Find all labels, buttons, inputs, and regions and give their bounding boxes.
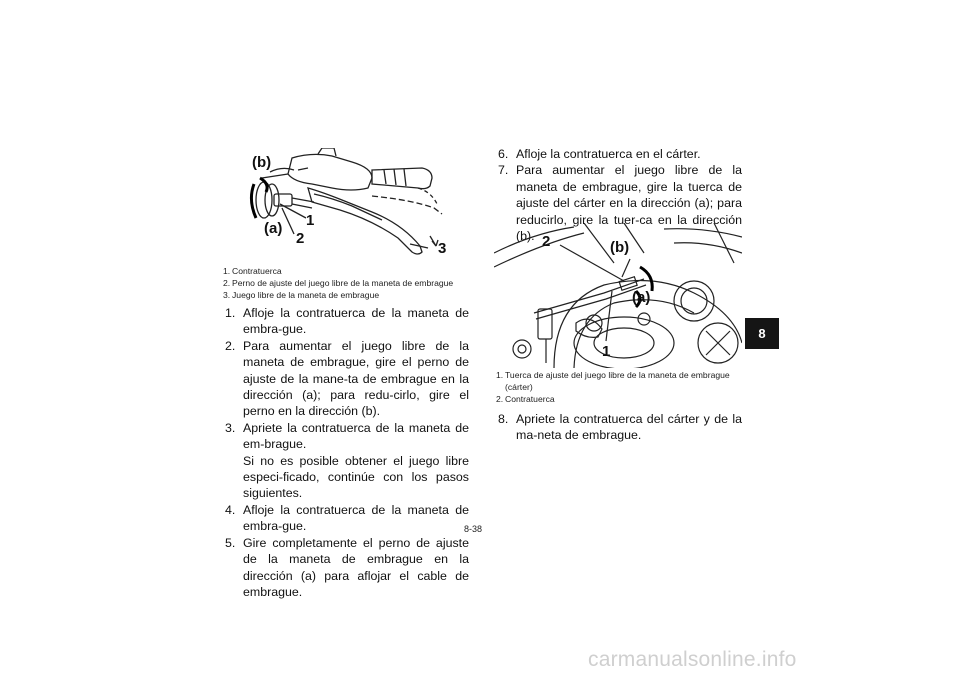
step-note: Si no es posible obtener el juego libre especi-ficado, continúe con los pasos siguientes. <box>243 453 469 501</box>
fig1-callout-a: (a) <box>264 220 283 237</box>
fig2-caption-item: 1. Tuerca de ajuste del juego libre de la maneta de embrague (cárter) <box>496 370 730 392</box>
fig1-callout-1: 1 <box>306 212 315 229</box>
fig2-caption-item: 2. Contratuerca <box>496 394 555 404</box>
fig1-callout-b: (b) <box>252 154 272 171</box>
fig1-caption-list <box>223 265 473 301</box>
fig1-caption-item: 3. Juego libre de la maneta de embrague <box>223 290 380 300</box>
steps-right-bottom <box>498 411 742 444</box>
fig1-caption-item: 1. Contratuerca <box>223 266 282 276</box>
fig1-callout-3: 3 <box>438 240 447 257</box>
watermark-text: carmanualsonline.info <box>588 648 797 671</box>
steps-left-column <box>225 305 469 600</box>
step-item: 5. Gire completamente el perno de ajuste de la maneta de embrague en la dirección (a) para aflojar el cable de embrague. <box>225 535 469 599</box>
page-number: 8-38 <box>464 524 483 534</box>
fig2-callout-2: 2 <box>542 233 551 250</box>
step-item: 4. Afloje la contratuerca de la maneta de embra-gue. <box>225 502 469 534</box>
step-item: 3. Apriete la contratuerca de la maneta de em-brague. <box>225 420 469 452</box>
fig2-callout-b: (b) <box>610 239 630 256</box>
fig1-caption-item: 2. Perno de ajuste del juego libre de la maneta de embrague <box>223 278 454 288</box>
step-item: 2. Para aumentar el juego libre de la maneta de embrague, gire el perno de ajuste de la mane-ta de embrague en la dirección (a); para redu-cirlo, gire el perno en la dirección (b). <box>225 338 469 419</box>
step-item: 1. Afloje la contratuerca de la maneta de embra-gue. <box>225 306 469 337</box>
step-item: 6. Afloje la contratuerca en el cárter. <box>498 147 701 161</box>
clutch-lever-illustration <box>222 148 462 260</box>
fig2-callout-1: 1 <box>602 343 611 360</box>
step-item: 8. Apriete la contratuerca del cárter y de la ma-neta de embrague. <box>498 412 742 443</box>
fig2-callout-a: (a) <box>632 289 651 306</box>
chapter-tab: 8 <box>745 318 779 349</box>
fig1-callout-2: 2 <box>296 230 305 247</box>
crankcase-adjuster-illustration <box>494 223 742 368</box>
step-item: 7. Para aumentar el juego libre de la maneta de embrague, gire la tuerca de ajuste del cárter en la dirección (a); para reducirlo, gire la tuer-ca en la dirección (b). <box>498 163 742 244</box>
fig2-caption-list <box>496 369 736 405</box>
